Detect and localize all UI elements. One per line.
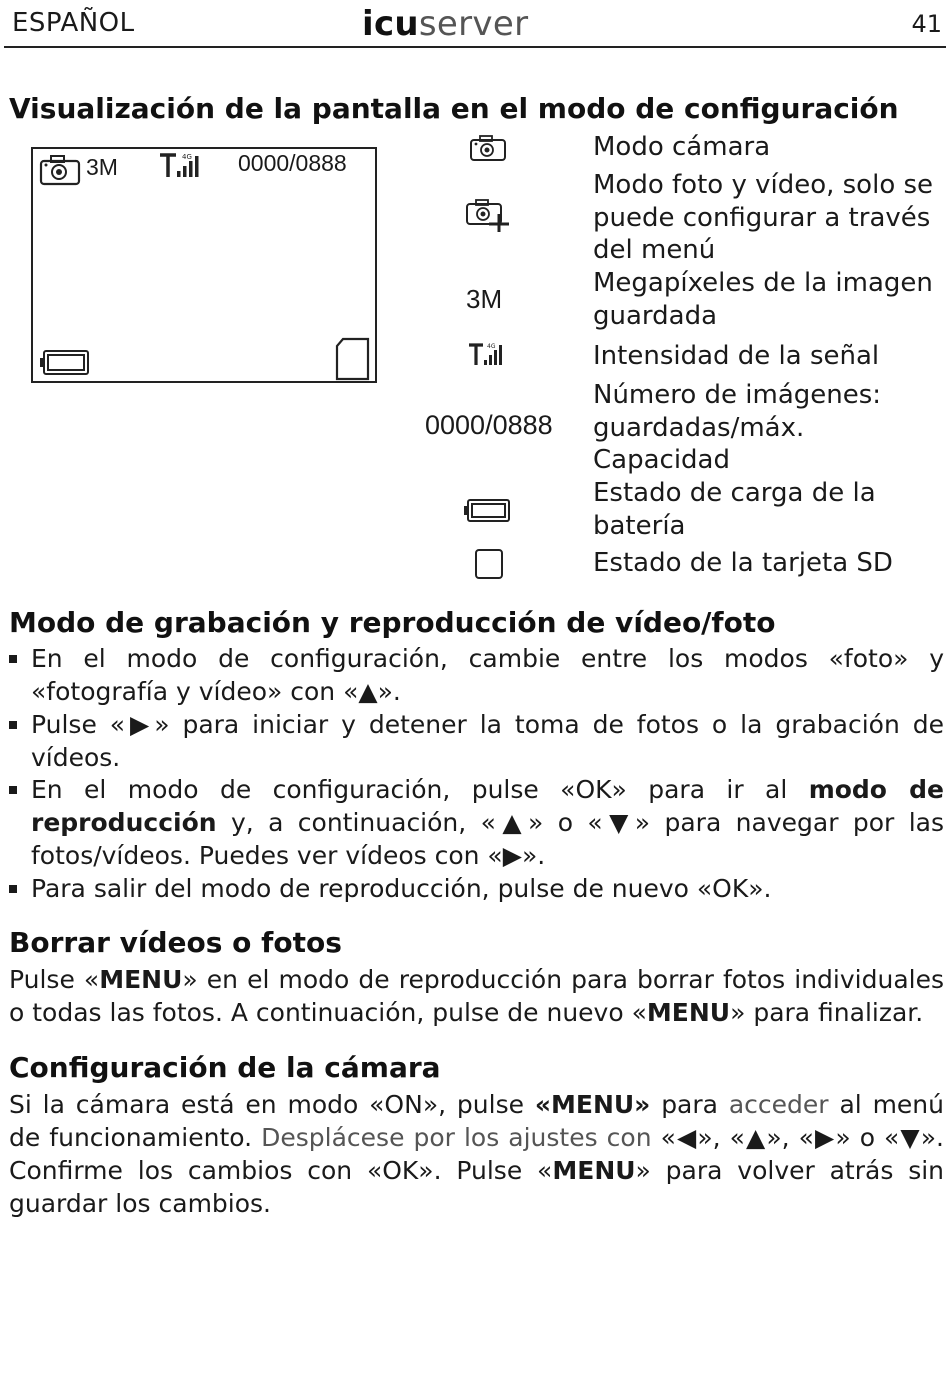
text-part: «◀», «▲», «▶» o «▼». Confirme los cambios con «OK». Pulse «: [9, 1123, 944, 1185]
menu-key-label: MENU: [552, 1156, 636, 1185]
text-part: Pulse «: [9, 965, 100, 994]
text-part: al menú de funcionamiento.: [9, 1090, 944, 1152]
bullet-item: [9, 773, 944, 872]
legend-battery-icon: [463, 498, 511, 524]
header-language: ESPAÑOL: [12, 8, 135, 38]
legend-text-camera-mode: Modo cámara: [593, 132, 771, 162]
logo-bold-part: icu: [362, 4, 419, 44]
legend-signal-4g-icon: [467, 341, 511, 367]
bullet-item: [9, 708, 944, 774]
bullet-marker: [9, 786, 17, 794]
playback-mode-emphasis: modo de reproducción: [31, 775, 944, 837]
legend-resolution-symbol: 3M: [466, 284, 503, 314]
logo-light-part: server: [418, 4, 529, 44]
section-title-display: Visualización de la pantalla en el modo de configuración: [9, 92, 899, 125]
text-part: para: [650, 1090, 729, 1119]
text-part: Si la cámara está en modo «ON», pulse: [9, 1090, 535, 1119]
legend-text-megapixels: Megapíxeles de la imagen guardada: [593, 268, 933, 331]
section-title-delete: Borrar vídeos o fotos: [9, 926, 342, 959]
section-title-config: Configuración de la cámara: [9, 1051, 441, 1084]
menu-key-label: MENU: [99, 965, 183, 994]
bullet-marker: [9, 655, 17, 663]
bullet-marker: [9, 885, 17, 893]
bullet-text-part: En el modo de configuración, pulse «OK» para ir al: [31, 775, 809, 804]
legend-text-signal: Intensidad de la señal: [593, 341, 880, 371]
bullet-marker: [9, 721, 17, 729]
text-part: » para finalizar.: [730, 998, 924, 1027]
legend-text-image-count: Número de imágenes: guardadas/máx. Capacidad: [593, 380, 882, 475]
lcd-screen: [31, 147, 377, 383]
legend-camera-video-icon: [465, 198, 511, 234]
text-part: acceder: [728, 1090, 829, 1119]
sd-card-icon: [335, 337, 371, 381]
battery-icon: [39, 349, 91, 377]
header-divider: [4, 46, 946, 48]
section-title-record: Modo de grabación y reproducción de vídeo/foto: [9, 606, 776, 639]
svg-text:4G: 4G: [182, 153, 192, 161]
page-number: 41: [911, 10, 942, 38]
bullet-text: Para salir del modo de reproducción, pulse de nuevo «OK».: [31, 874, 772, 903]
text-part: Desplácese por los ajustes con: [261, 1123, 652, 1152]
bullet-text: Pulse «▶» para iniciar y detener la toma de fotos o la grabación de vídeos.: [31, 710, 944, 772]
camera-icon: [39, 154, 81, 186]
bullet-text: En el modo de configuración, cambie entre los modos «foto» y «fotografía y vídeo» con «▲».: [31, 644, 944, 706]
bullet-text: [31, 773, 944, 872]
text-part: » en el modo de reproducción para borrar fotos individuales o todas las fotos. A continuación, pulse de nuevo «: [9, 965, 945, 1027]
legend-text-photo-video-mode: Modo foto y vídeo, solo se puede configurar a través del menú: [593, 170, 934, 265]
legend-camera-icon: [469, 134, 507, 162]
legend-text-sd-card: Estado de la tarjeta SD: [593, 548, 893, 578]
lcd-image-count: 0000/0888: [238, 150, 347, 176]
brand-logo: [362, 4, 528, 44]
legend-text-battery: Estado de carga de la batería: [593, 478, 876, 541]
bullet-item: [9, 642, 944, 708]
svg-text:4G: 4G: [487, 343, 496, 350]
lcd-resolution: 3M: [86, 154, 118, 180]
menu-key-label: MENU: [646, 998, 731, 1027]
legend-sd-card-icon: [474, 548, 504, 580]
text-part: » para volver atrás sin guardar los cambios.: [9, 1156, 945, 1218]
bullet-text-part: y, a continuación, «▲» o «▼» para navegar por las fotos/vídeos. Puedes ver vídeos con «▶».: [31, 808, 944, 870]
bullet-item: [9, 872, 944, 905]
signal-4g-icon: [158, 151, 208, 179]
menu-key-label: «MENU»: [534, 1090, 651, 1119]
delete-paragraph: [9, 963, 944, 1029]
config-paragraph: [9, 1088, 944, 1220]
legend-count-symbol: 0000/0888: [425, 410, 553, 440]
